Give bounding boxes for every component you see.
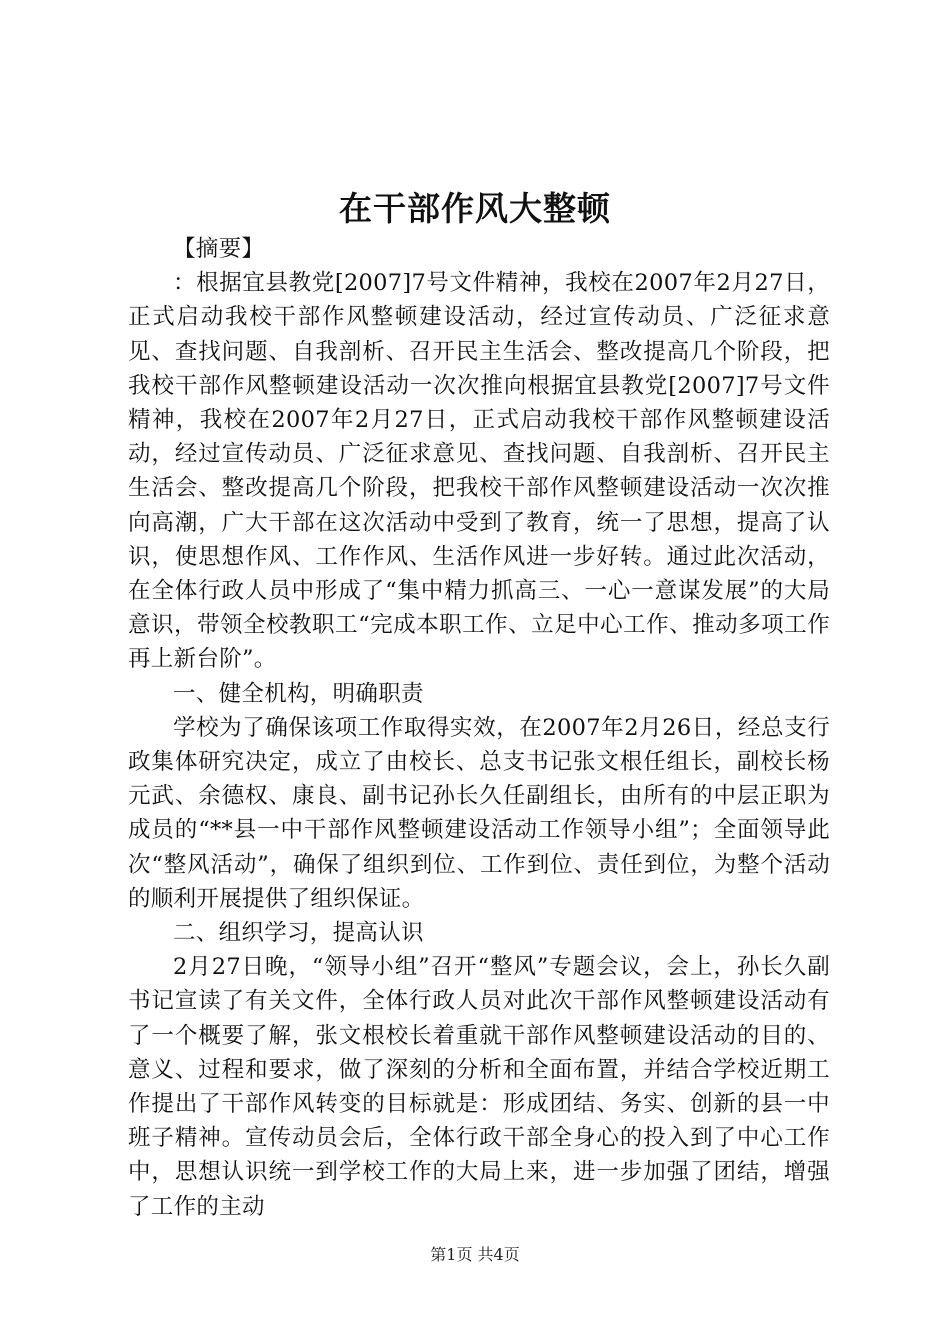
section-1-paragraph: 学校为了确保该项工作取得实效，在2007年2月26日，经总支行政集体研究决定，成立了由校长、总支书记张文根任组长，副校长杨元武、余德权、康良、副书记孙长久任副组长，由所有的中层正职为成员的“**县一中干部作风整顿建设活动工作领导小组”；全面领导此次“整风活动”，确保了组织到位、工作到位、责任到位，为整个活动的顺利开展提供了组织保证。 bbox=[128, 714, 830, 912]
section-2-paragraph: 2月27日晚，“领导小组”召开“整风”专题会议，会上，孙长久副书记宣读了有关文件，全体行政人员对此次干部作风整顿建设活动有了一个概要了解，张文根校长着重就干部作风整顿建设活动的目的、意义、过程和要求，做了深刻的分析和全面布置，并结合学校近期工作提出了干部作风转变的目标就是：形成团结、务实、创新的县一中班子精神。宣传动员会后，全体行政干部全身心的投入到了中心工作中，思想认识统一到学校工作的大局上来，进一步加强了团结，增强了工作的主动 bbox=[128, 954, 830, 1220]
abstract-paragraph: ：根据宜县教党[2007]7号文件精神，我校在2007年2月27日，正式启动我校干部作风整顿建设活动，经过宣传动员、广泛征求意见、查找问题、自我剖析、召开民主生活会、整改提高几个阶段，把我校干部作风整顿建设活动一次次推向根据宜县教党[2007]7号文件精神，我校在2007年2月27日，正式启动我校干部作风整顿建设活动，经过宣传动员、广泛征求意见、查找问题、自我剖析、召开民主生活会、整改提高几个阶段，把我校干部作风整顿建设活动一次次推向高潮，广大干部在这次活动中受到了教育，统一了思想，提高了认识，使思想作风、工作作风、生活作风进一步好转。通过此次活动，在全体行政人员中形成了“集中精力抓高三、一心一意谋发展”的大局意识，带领全校教职工“完成本职工作、立足中心工作、推动多项工作再上新台阶”。 bbox=[128, 270, 830, 673]
page-footer: 第1页 共4页 bbox=[430, 1245, 520, 1264]
section-heading-2: 二、组织学习，提高认识 bbox=[173, 920, 424, 947]
section-heading-1: 一、健全机构，明确职责 bbox=[173, 680, 424, 707]
abstract-label: 【摘要】 bbox=[173, 236, 265, 262]
document-body bbox=[128, 232, 830, 1224]
document-title: 在干部作风大整顿 bbox=[339, 189, 611, 228]
